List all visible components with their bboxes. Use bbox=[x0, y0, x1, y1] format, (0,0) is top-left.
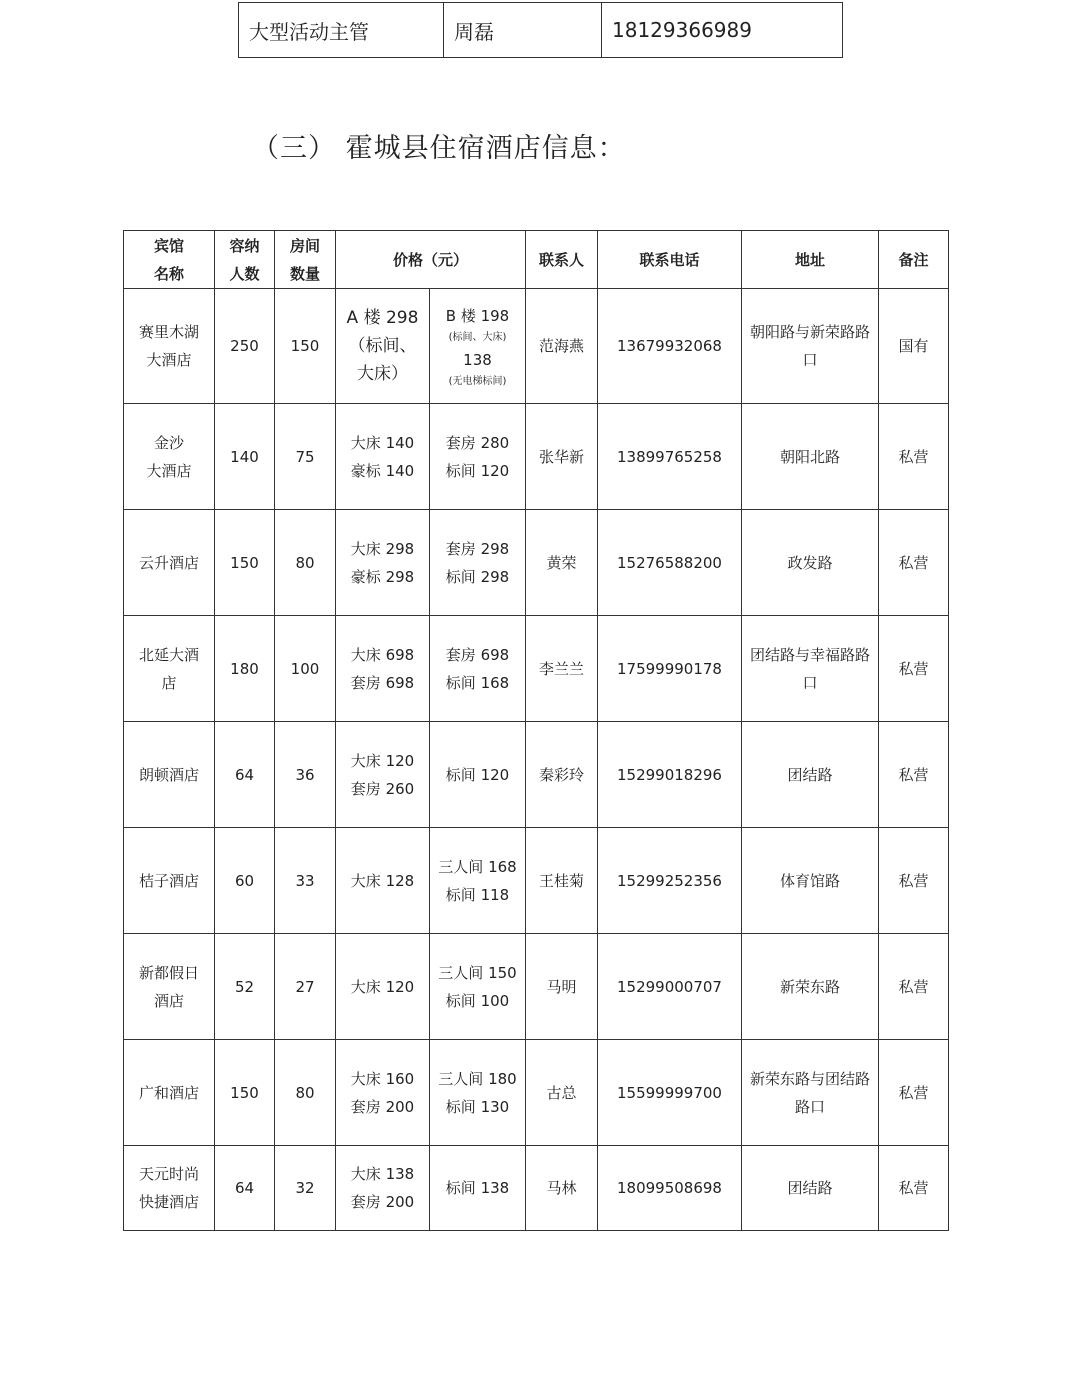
table-header-row bbox=[124, 231, 949, 289]
phone: 17599990178 bbox=[598, 616, 742, 722]
table-row bbox=[124, 1040, 949, 1146]
header-hotel-name: 宾馆 名称 bbox=[124, 231, 215, 289]
hotel-name: 朗顿酒店 bbox=[124, 722, 215, 828]
table-row bbox=[124, 722, 949, 828]
capacity: 150 bbox=[215, 510, 275, 616]
contact: 张华新 bbox=[526, 404, 598, 510]
rooms: 80 bbox=[275, 510, 336, 616]
note: 私营 bbox=[879, 828, 949, 934]
hotel-name: 金沙 大酒店 bbox=[124, 404, 215, 510]
capacity: 250 bbox=[215, 289, 275, 404]
contact: 范海燕 bbox=[526, 289, 598, 404]
price-b: 三人间 150 标间 100 bbox=[430, 934, 526, 1040]
address: 团结路 bbox=[742, 1146, 879, 1231]
contact-role: 大型活动主管 bbox=[239, 3, 444, 58]
header-phone: 联系电话 bbox=[598, 231, 742, 289]
contact: 黄荣 bbox=[526, 510, 598, 616]
header-price: 价格（元） bbox=[336, 231, 526, 289]
contact: 马明 bbox=[526, 934, 598, 1040]
header-contact: 联系人 bbox=[526, 231, 598, 289]
capacity: 64 bbox=[215, 1146, 275, 1231]
address: 团结路与幸福路路 口 bbox=[742, 616, 879, 722]
price-a: 大床 698 套房 698 bbox=[336, 616, 430, 722]
address: 朝阳北路 bbox=[742, 404, 879, 510]
rooms: 150 bbox=[275, 289, 336, 404]
contact-table bbox=[238, 2, 843, 58]
rooms: 32 bbox=[275, 1146, 336, 1231]
hotel-name: 新都假日 酒店 bbox=[124, 934, 215, 1040]
phone: 15599999700 bbox=[598, 1040, 742, 1146]
note: 私营 bbox=[879, 934, 949, 1040]
capacity: 140 bbox=[215, 404, 275, 510]
capacity: 52 bbox=[215, 934, 275, 1040]
address: 政发路 bbox=[742, 510, 879, 616]
note: 私营 bbox=[879, 616, 949, 722]
contact: 王桂菊 bbox=[526, 828, 598, 934]
table-row bbox=[124, 1146, 949, 1231]
hotel-table bbox=[123, 230, 949, 1231]
note: 私营 bbox=[879, 510, 949, 616]
rooms: 27 bbox=[275, 934, 336, 1040]
address: 新荣东路 bbox=[742, 934, 879, 1040]
rooms: 36 bbox=[275, 722, 336, 828]
price-a: 大床 138 套房 200 bbox=[336, 1146, 430, 1231]
rooms: 33 bbox=[275, 828, 336, 934]
note: 国有 bbox=[879, 289, 949, 404]
phone: 15299000707 bbox=[598, 934, 742, 1040]
rooms: 75 bbox=[275, 404, 336, 510]
table-row bbox=[124, 404, 949, 510]
price-b: 三人间 168 标间 118 bbox=[430, 828, 526, 934]
capacity: 64 bbox=[215, 722, 275, 828]
table-row bbox=[124, 616, 949, 722]
price-b: 套房 298 标间 298 bbox=[430, 510, 526, 616]
table-row bbox=[124, 934, 949, 1040]
price-b: 标间 120 bbox=[430, 722, 526, 828]
hotel-name: 广和酒店 bbox=[124, 1040, 215, 1146]
phone: 13899765258 bbox=[598, 404, 742, 510]
contact-row bbox=[239, 3, 843, 58]
address: 新荣东路与团结路 路口 bbox=[742, 1040, 879, 1146]
header-rooms: 房间 数量 bbox=[275, 231, 336, 289]
hotel-name: 赛里木湖 大酒店 bbox=[124, 289, 215, 404]
rooms: 80 bbox=[275, 1040, 336, 1146]
capacity: 60 bbox=[215, 828, 275, 934]
table-row bbox=[124, 510, 949, 616]
rooms: 100 bbox=[275, 616, 336, 722]
contact-phone: 18129366989 bbox=[602, 3, 843, 58]
contact: 马林 bbox=[526, 1146, 598, 1231]
capacity: 180 bbox=[215, 616, 275, 722]
phone: 15276588200 bbox=[598, 510, 742, 616]
price-b: 套房 280 标间 120 bbox=[430, 404, 526, 510]
price-a: 大床 128 bbox=[336, 828, 430, 934]
note: 私营 bbox=[879, 1146, 949, 1231]
address: 体育馆路 bbox=[742, 828, 879, 934]
phone: 15299252356 bbox=[598, 828, 742, 934]
header-note: 备注 bbox=[879, 231, 949, 289]
price-a: 大床 120 套房 260 bbox=[336, 722, 430, 828]
contact: 秦彩玲 bbox=[526, 722, 598, 828]
price-b: B 楼 198 (标间、大床) 138 (无电梯标间) bbox=[430, 289, 526, 404]
price-a: 大床 120 bbox=[336, 934, 430, 1040]
note: 私营 bbox=[879, 404, 949, 510]
hotel-name: 天元时尚 快捷酒店 bbox=[124, 1146, 215, 1231]
capacity: 150 bbox=[215, 1040, 275, 1146]
hotel-name: 云升酒店 bbox=[124, 510, 215, 616]
contact: 李兰兰 bbox=[526, 616, 598, 722]
phone: 18099508698 bbox=[598, 1146, 742, 1231]
header-address: 地址 bbox=[742, 231, 879, 289]
price-b: 套房 698 标间 168 bbox=[430, 616, 526, 722]
price-b: 三人间 180 标间 130 bbox=[430, 1040, 526, 1146]
header-capacity: 容纳 人数 bbox=[215, 231, 275, 289]
phone: 15299018296 bbox=[598, 722, 742, 828]
address: 团结路 bbox=[742, 722, 879, 828]
note: 私营 bbox=[879, 1040, 949, 1146]
price-b: 标间 138 bbox=[430, 1146, 526, 1231]
price-a: 大床 160 套房 200 bbox=[336, 1040, 430, 1146]
note: 私营 bbox=[879, 722, 949, 828]
price-a: 大床 140 豪标 140 bbox=[336, 404, 430, 510]
contact-name: 周磊 bbox=[444, 3, 602, 58]
price-a: 大床 298 豪标 298 bbox=[336, 510, 430, 616]
hotel-name: 桔子酒店 bbox=[124, 828, 215, 934]
section-title: （三） 霍城县住宿酒店信息： bbox=[252, 133, 626, 164]
table-row bbox=[124, 289, 949, 404]
table-row bbox=[124, 828, 949, 934]
address: 朝阳路与新荣路路 口 bbox=[742, 289, 879, 404]
price-a: A 楼 298 （标间、 大床） bbox=[336, 289, 430, 404]
hotel-name: 北延大酒 店 bbox=[124, 616, 215, 722]
contact: 古总 bbox=[526, 1040, 598, 1146]
phone: 13679932068 bbox=[598, 289, 742, 404]
